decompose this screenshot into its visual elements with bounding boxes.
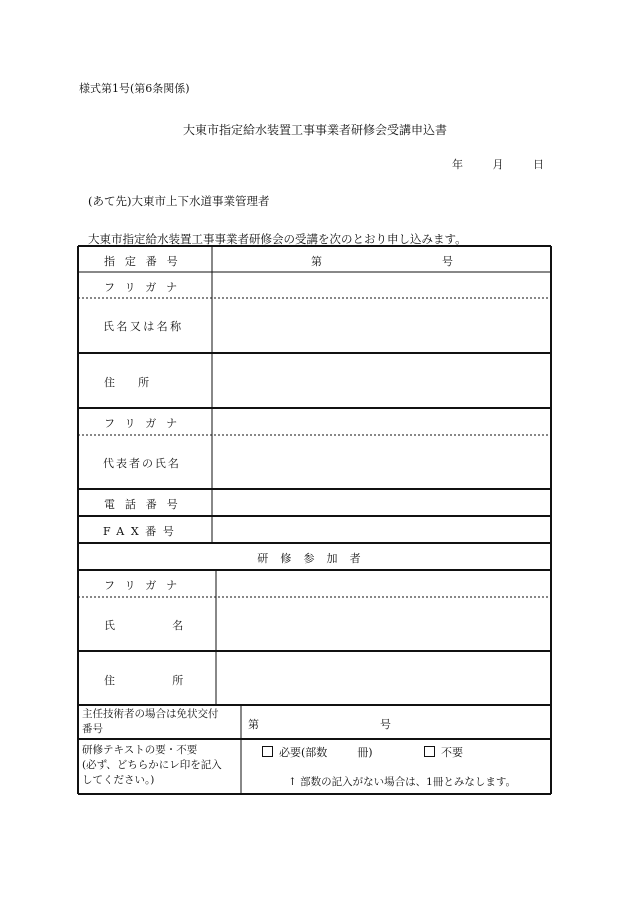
textbook-not-need-option[interactable] [424,744,463,760]
not-need-option-label: 不要 [441,746,463,759]
company-name-field[interactable] [213,299,550,352]
date-year-label: 年 [452,158,463,171]
license-prefix: 第 [248,718,259,731]
license-label-line2: 番号 [82,723,103,735]
phone-number-field[interactable] [213,490,550,515]
participant-furigana-label: フリガナ [104,579,188,592]
furigana-field[interactable] [213,273,550,298]
fax-number-label: FAX番号 [103,525,181,538]
textbook-label [82,743,222,788]
designation-number-label: 指定番号 [104,255,188,268]
participant-name-field[interactable] [217,598,550,650]
license-suffix: 号 [380,718,391,731]
not-need-checkbox[interactable] [424,746,435,757]
designation-prefix: 第 [311,255,322,268]
textbook-label-line1: 研修テキストの要・不要 [82,744,198,756]
license-label-line1: 主任技術者の場合は免状交付 [82,708,219,720]
date-day-label: 日 [533,158,544,171]
company-name-label: 氏名又は名称 [103,320,184,333]
rep-furigana-field[interactable] [213,409,550,434]
rep-name-field[interactable] [213,436,550,488]
copies-note: ↑ 部数の記入がない場合は、1冊とみなします。 [288,776,516,788]
rep-name-label: 代表者の氏名 [103,457,181,470]
need-option-label: 必要(部数 [279,746,328,759]
furigana-label: フリガナ [104,281,188,294]
fax-number-field[interactable] [213,517,550,542]
intro-text: 大東市指定給水装置工事事業者研修会の受講を次のとおり申し込みます。 [88,232,467,246]
address-field[interactable] [213,354,550,407]
license-label [82,707,219,737]
participant-name-label: 氏名 [104,619,241,632]
need-checkbox[interactable] [262,746,273,757]
address-label: 住所 [104,376,173,389]
participant-address-field[interactable] [217,652,550,704]
textbook-need-option[interactable] [262,744,373,760]
page-title: 大東市指定給水装置工事事業者研修会受講申込書 [182,123,447,137]
rep-furigana-label: フリガナ [104,417,188,430]
textbook-label-line3: してください。) [82,774,155,786]
copies-unit-label: 冊) [357,746,373,759]
phone-number-label: 電話番号 [104,498,188,511]
participant-furigana-field[interactable] [217,571,550,596]
addressee: (あて先)大東市上下水道事業管理者 [88,194,270,208]
date-month-label: 月 [492,158,504,171]
designation-suffix: 号 [442,255,453,268]
participant-address-label: 住所 [104,674,241,687]
textbook-label-line2: (必ず、どちらかにレ印を記入 [82,759,222,771]
form-number: 様式第1号(第6条関係) [79,82,190,95]
license-number-field[interactable] [242,706,550,738]
date-line [452,156,544,172]
participants-header: 研修参加者 [257,552,373,565]
